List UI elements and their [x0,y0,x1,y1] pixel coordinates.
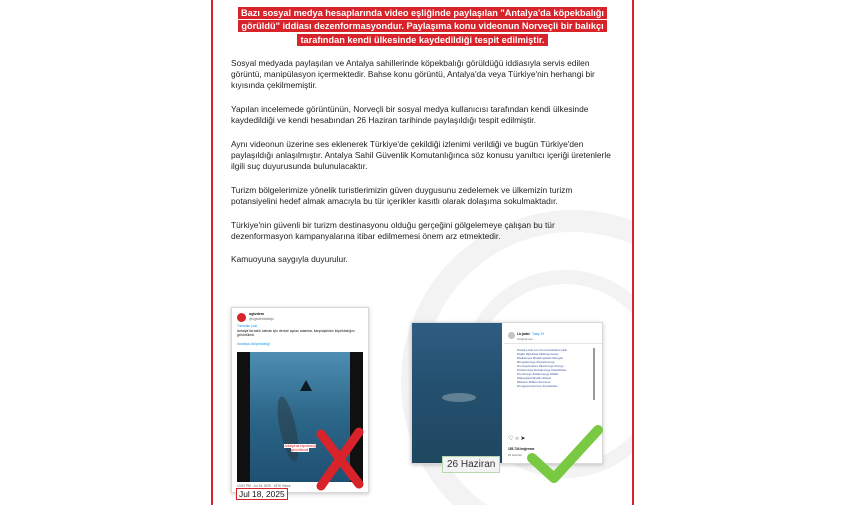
original-date-label: 26 Haziran [442,456,500,473]
headline-text: Bazı sosyal medya hesaplarında video eşliğinde paylaşılan "Antalya'da köpekbalığı görüldü" iddiası dezenformasyondur. Paylaşıma konu videonun Norveçli bir balıkçı tarafından kendi ülkesinde kaydedildiği tespit edilmiştir. [238,7,607,46]
announcement-body [231,58,614,278]
left-margin [0,0,211,505]
heart-icon: ♡ [508,436,514,442]
announcement-document [213,0,632,505]
post-date: 26 Haziran [508,453,522,457]
translate-link: Translate post [237,324,258,328]
shark-silhouette [442,393,476,402]
paragraph-4: Turizm bölgelerimize yönelik turistlerimizin güven duygusunu zedelemek ve ülkemizin turizm potansiyelini hedef almak amacıyla bu tür içerikler kasıtlı olarak dolaşıma sokulmaktadır. [231,184,573,206]
follow-link: · Takip Et [530,332,545,336]
paragraph-3: Aynı videonun üzerine ses eklenerek Türkiye'de çekildiği izlenimi verildiği ve bugün Türkiye'den paylaşıldığı anlaşılmıştır. Antalya Sahil Güvenlik Komutanlığınca söz konusu yanıltıcı içeriği üretenlerle ilgili suç duyurusunda bulunulacaktır. [231,138,611,172]
comment-icon: ○ [515,436,519,442]
shark-fin [300,380,312,391]
hashtag-line: #sjøliv #fjordlivet #fishingnorway [517,352,559,356]
audio-subtitle: Original ses [517,337,533,341]
avatar [508,332,515,339]
fake-date-label: Jul 18, 2025 [236,488,288,500]
video-caption-text: Antalya'da köpekbalığı görüntülendi [284,444,317,453]
account-handle: @ogtvdemfotkepi [249,317,274,321]
account-name: ogtvdem [249,312,264,316]
hashtag-line: #brugdeinorge #reiselivnorge [517,360,555,364]
hashtag-line: #norwayisnature #fjordnorge #norge [517,364,564,368]
scrollbar [593,348,595,400]
action-icons [508,435,525,442]
hashtag-line: #fisketur #båttur #sommer [517,380,551,384]
post-meta: 10:52 PM · Jul 18, 2025 · 187K Views [237,484,291,488]
hashtag-line: Daniel-Linde Lien Sommerkidskomdvik [517,348,567,352]
hashtag-line: #visitnorway #utsidenorge #naturbilder [517,368,567,372]
divider [504,343,602,344]
headline [231,7,614,47]
paragraph-2: Yapılan incelemede görüntünün, Norveçli bir sosyal medya kullanıcısı tarafından kendi ülkesinde kaydedildiği ve kendi hesabından 26 Haziran tarihinde paylaşıldığı tespit edilmiştir. [231,104,589,126]
red-cross-icon [313,426,367,492]
hashtag-line: #skjærgård #kystliv #havet [517,376,552,380]
right-margin [634,0,860,505]
post-hashtag: #antalya #köpekbalığı [237,342,270,346]
hashtag-line: #haikamera #baskingshark #brugde [517,356,563,360]
paragraph-6: Kamuoyuna saygıyla duyurulur. [231,254,348,265]
paragraph-1: Sosyal medyada paylaşılan ve Antalya sahillerinde köpekbalığı görüldüğü iddiasıyla servis edilen görüntü, manipülasyon içermektedir. Bahse konu görüntü, Antalya'da veya Türkiye'nin herhangi bir kıyısında çekilmemiştir. [231,58,595,91]
share-icon: ➤ [520,436,526,442]
username: Lk.jadsi [517,332,530,336]
post-text: Antalya'da balık tutmak için denize açılan adamlar, karşılaştıkları köpekbalığını görüntüledi. [237,329,355,338]
green-check-icon [526,424,604,484]
avatar [237,313,246,322]
hashtag-list [517,348,589,388]
hashtag-line: #norgesomsommer #vestlandet [517,384,558,388]
likes-count: 155.734 beğenme [508,447,535,451]
hashtag-line: #nordnorge #elskernorge #båtliv [517,372,559,376]
paragraph-5: Türkiye'nin güvenli bir turizm destinasyonu olduğu gerçeğini gölgelemeye çalışan bu tür dezenformasyon kampanyalarına itibar edilmemesi önem arz etmektedir. [231,219,555,241]
sea-photo [412,323,502,463]
